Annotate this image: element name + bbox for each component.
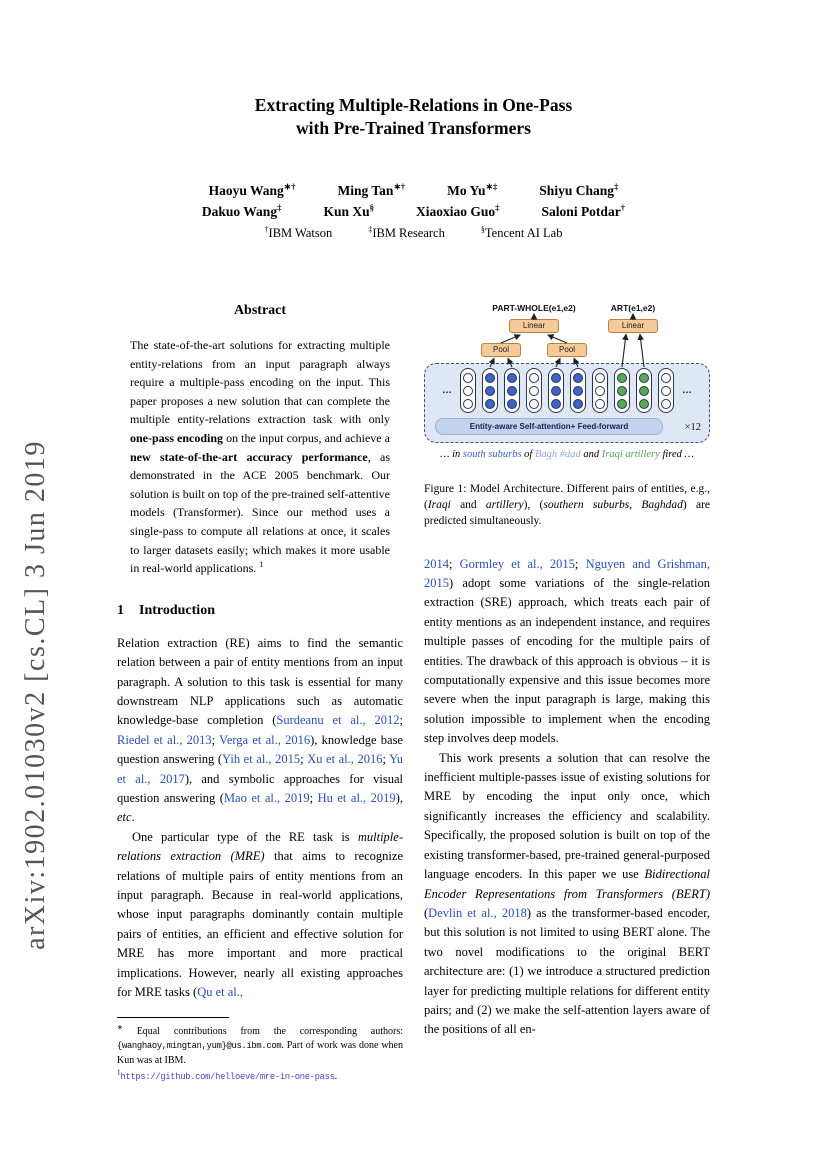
text-segment: ) adopt some variations of the single-relation extraction (SRE) approach, which treats each pair of entity mentions as an independent instance, and requires multiple passes of encoding for the multiple pairs of entities. The drawback of this approach is obvious – it is computationally expensive and this issue becomes more severe when the input paragraph is large, making this solution impossible to implement when the encoding step involves deep models. [424,576,710,746]
right-column [424,303,710,1084]
paper-title [117,94,710,140]
figure-1-caption [424,481,710,530]
output-label-art: ART(e1,e2) [610,303,656,313]
text-segment: etc [117,810,132,825]
paper-content [117,0,710,1084]
text-segment: ; [449,556,460,571]
citation-link[interactable]: Riedel et al., 2013 [117,732,212,747]
pool-box-2: Pool [547,343,587,357]
authors-block [117,180,710,241]
hidden-unit [639,386,649,396]
two-column-body [117,303,710,1084]
text-segment: Equal contributions from the corresponding authors: [122,1026,403,1038]
token-column [570,368,586,413]
author-marker: ∗† [393,181,406,192]
text-segment: ( [424,905,429,920]
text-segment: Iraqi artillery [601,449,660,460]
hidden-unit [507,399,517,409]
text-segment: . [131,810,135,825]
text-segment: ; [399,713,403,728]
affiliation-marker: ‡ [368,224,373,234]
hidden-unit [639,373,649,383]
text-segment: ), knowledge base question answering ( [117,732,403,767]
text-segment: 1 [117,1068,121,1077]
citation-link[interactable]: Yih et al., 2015 [222,752,301,767]
citation-link[interactable]: Surdeanu et al., 2012 [276,713,400,728]
intro-paragraph-2 [117,828,403,1003]
section-1-heading [117,603,403,619]
affiliation [481,226,563,241]
author [323,201,374,222]
token-column [658,368,674,413]
author-marker: ‡ [495,202,500,213]
text-segment: artillery [485,499,524,512]
citation-link[interactable]: 2014 [424,556,449,571]
affiliation-name: IBM Research [372,226,445,240]
hidden-unit [529,399,539,409]
text-segment: , as demonstrated in the ACE 2005 benchmark. Our solution is built on top of the pre-trained self-attentive models (Transformer). Since our method uses a single-pass to compute all relations at once, it scales to larger datasets easily; which makes it more usable in real-world applications. [130,449,391,576]
citation-link[interactable]: Verga et al., 2016 [219,732,311,747]
text-segment: fired … [659,449,694,460]
text-segment: new state-of-the-art accuracy performance [130,449,368,464]
author-name: Saloni Potdar [541,204,621,219]
figure-1-model-architecture [424,303,710,467]
column2-paragraph-1 [424,555,710,749]
text-segment: … in [440,449,463,460]
affiliation [368,226,445,241]
affiliation [264,226,332,241]
text-segment: ), ( [523,499,544,512]
hidden-unit [551,399,561,409]
text-segment: and [450,499,486,512]
text-segment: ) as the transformer-based encoder, but this solution is not limited to using BERT alone. The two novel modifications to the original BERT architecture are: (1) we introduce a structured prediction layer for predicting multiple relations for different entity pairs; and (2) we make the self-attention layers aware of the positions of all en- [424,905,710,1037]
intro-paragraph-1 [117,634,403,828]
citation-link[interactable]: Yu et al., 2017 [117,752,403,786]
hidden-unit [507,386,517,396]
hidden-unit [617,386,627,396]
text-segment: {wanghaoy,mingtan,yum}@us.ibm.com [117,1041,282,1052]
author-marker: † [620,202,626,213]
author-name: Ming Tan [337,183,394,198]
text-segment: ), [395,790,403,805]
text-segment: ; [309,790,318,805]
hidden-unit [661,399,671,409]
output-label-part-whole: PART-WHOLE(e1,e2) [492,303,576,313]
linear-box-2: Linear [608,319,658,333]
author [539,180,618,201]
url-link[interactable]: https://github.com/helloeve/mre-in-one-pass [120,1071,335,1082]
author-name: Kun Xu [323,204,370,219]
text-segment: multiple-relations extraction (MRE) [117,829,403,864]
affiliation-name: Tencent AI Lab [484,226,563,240]
text-segment: The state-of-the-art solutions for extracting multiple entity-relations from an input paragraph always require a multiple-pass encoding on the input. This paper proposes a new solution that can complete the multiple entity-relations extraction task with only [130,338,390,427]
hidden-unit [661,373,671,383]
section-title: Introduction [139,602,215,618]
token-column [636,368,652,413]
hidden-unit [617,373,627,383]
hidden-unit [573,373,583,383]
hidden-unit [573,386,583,396]
author-name: Haoyu Wang [208,183,284,198]
token-columns [425,368,709,413]
hidden-unit [485,373,495,383]
author [209,180,296,201]
hidden-unit [529,373,539,383]
hidden-unit [639,399,649,409]
abstract-heading: Abstract [233,303,287,318]
section-number: 1 [117,602,124,618]
token-column [548,368,564,413]
input-sentence [424,449,710,460]
author-name: Mo Yu [447,183,486,198]
token-column [614,368,630,413]
encoder-box [424,363,710,443]
hidden-unit [463,399,473,409]
text-segment: ) are predicted simultaneously. [424,499,711,528]
arxiv-watermark: arXiv:1902.01030v2 [cs.CL] 3 Jun 2019 [20,440,51,950]
text-segment: ; [211,732,220,747]
author-name: Dakuo Wang [201,204,278,219]
abstract-text [117,336,403,578]
citation-link[interactable]: Mao et al., 2019 [223,790,310,805]
token-column [460,368,476,413]
author [416,201,500,222]
text-segment: ; [382,752,390,767]
affiliation-marker: † [264,224,269,234]
citation-link[interactable]: Gormley et al., 2015 [459,556,575,571]
text-segment: Iraqi [427,499,451,512]
citation-link[interactable]: Xu et al., 2016 [307,752,383,767]
hidden-unit [507,373,517,383]
affiliation-marker: § [480,224,485,234]
text-segment: 1 [259,560,264,570]
author [338,180,406,201]
footnote-rule [117,1017,229,1018]
linear-box-1: Linear [509,319,559,333]
text-segment: . [334,1070,338,1082]
layers-count: ×12 [684,422,701,433]
hidden-unit [595,386,605,396]
hidden-unit [551,373,561,383]
hidden-unit [485,399,495,409]
text-segment: . Part of work was done when Kun was at IBM. [117,1040,403,1066]
text-segment: on the input corpus, and achieve a [223,430,390,445]
text-segment: ; [574,556,586,571]
author-name: Shiyu Chang [539,183,614,198]
self-attention-strip: Entity-aware Self-attention+ Feed-forward [435,418,663,435]
text-segment: ∗ [117,1023,123,1032]
text-segment: south suburbs [462,449,522,460]
hidden-unit [573,399,583,409]
author [202,201,282,222]
text-segment: southern suburbs [543,499,630,512]
token-column [526,368,542,413]
text-segment: Bidirectional Encoder Representations from Transformers (BERT) [424,867,710,901]
hidden-unit [617,399,627,409]
text-segment: Figure 1: Model Architecture. Different pairs of entities, e.g., ( [424,483,710,512]
text-segment: Baghdad [641,499,683,512]
text-segment: of [521,449,535,460]
left-column [117,303,403,1084]
author [542,201,626,222]
author-marker: § [369,202,375,213]
author-marker: ∗‡ [485,181,498,192]
affiliations-row [117,226,710,241]
text-segment: and [580,449,602,460]
text-segment: ), and symbolic approaches for visual question answering ( [117,771,403,805]
hidden-unit [595,399,605,409]
hidden-unit [463,386,473,396]
ellipsis-right: … [682,385,692,396]
footnotes-block [117,1017,403,1084]
text-segment: This work presents a solution that can resolve the inefficient multiple-passes issue of existing solutions for MRE by encoding the input only once, which significantly increases the efficiency and scalability. Specifically, the proposed solution is built on top of the existing transformer-based, pre-trained general-purposed language encoders. In this paper we use [424,750,710,882]
authors-row-1 [117,180,710,201]
footnote-github-link [117,1070,403,1085]
citation-link[interactable]: Qu et al., [197,985,244,1000]
title-line-1: Extracting Multiple-Relations in One-Pass [254,95,573,115]
text-segment: , [629,499,642,512]
hidden-unit [485,386,495,396]
text-segment: that aims to recognize relations of multiple pairs of entity mentions from an input paragraph. Because in real-world applications, whose input paragraphs dominantly contain multiple pairs of entities, an efficient and effective solution for MRE has more important and more practical implications. However, nearly all existing approaches for MRE tasks ( [117,849,403,1000]
citation-link[interactable]: Nguyen and Grishman, 2015 [424,556,710,591]
hidden-unit [595,373,605,383]
author-marker: ∗† [283,181,296,192]
hidden-unit [551,386,561,396]
hidden-unit [661,386,671,396]
token-column [482,368,498,413]
pool-box-1: Pool [481,343,521,357]
column2-paragraph-2 [424,749,710,1040]
hidden-unit [529,386,539,396]
ellipsis-left: … [442,385,452,396]
footnote-equal-contribution [117,1025,403,1067]
author [447,180,497,201]
hidden-unit [463,373,473,383]
author-name: Xiaoxiao Guo [416,204,496,219]
citation-link[interactable]: Hu et al., 2019 [317,790,396,805]
token-column [504,368,520,413]
text-segment: ; [300,752,308,767]
authors-row-2 [117,201,710,222]
text-segment: Bagh #dad [534,449,581,460]
citation-link[interactable]: Devlin et al., 2018 [428,905,527,920]
text-segment: Relation extraction (RE) aims to find the semantic relation between a pair of entity mentions from an input paragraph. A solution to this task is essential for many downstream NLP applications such as automatic knowledge-base completion ( [117,635,403,728]
token-column [592,368,608,413]
title-line-2: with Pre-Trained Transformers [296,118,531,138]
author-marker: ‡ [277,202,282,213]
author-marker: ‡ [613,181,619,192]
affiliation-name: IBM Watson [268,226,333,240]
text-segment: one-pass encoding [130,430,224,445]
text-segment: One particular type of the RE task is [132,829,358,844]
